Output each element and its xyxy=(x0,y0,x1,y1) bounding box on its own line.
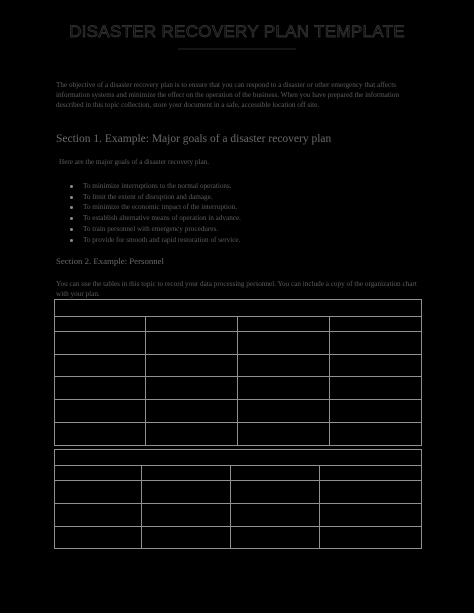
document-title: DISASTER RECOVERY PLAN TEMPLATE xyxy=(69,22,405,41)
table-cell xyxy=(142,481,231,504)
table-cell xyxy=(146,332,238,355)
table-cell xyxy=(231,466,320,481)
table-cell xyxy=(238,423,330,446)
table-cell xyxy=(146,423,238,446)
table-cell xyxy=(146,317,238,332)
table-cell xyxy=(330,355,422,377)
table-title-cell xyxy=(55,450,422,466)
table-cell xyxy=(142,466,231,481)
table-cell xyxy=(55,504,142,527)
table-cell xyxy=(146,377,238,400)
table-row xyxy=(55,355,422,377)
intro-paragraph xyxy=(56,80,426,110)
list-item: To limit the extent of disruption and damage. xyxy=(68,192,241,203)
personnel-table-2 xyxy=(54,449,422,549)
table-cell xyxy=(330,317,422,332)
list-item: To minimize interruptions to the normal operations. xyxy=(68,181,241,192)
table-cell xyxy=(231,481,320,504)
table-cell xyxy=(330,400,422,423)
table-cell xyxy=(146,355,238,377)
table-row xyxy=(55,332,422,355)
section-1-heading: Section 1. Example: Major goals of a disaster recovery plan xyxy=(56,133,332,145)
table-title-row xyxy=(55,300,422,317)
table-cell xyxy=(55,355,146,377)
table-cell xyxy=(55,332,146,355)
goals-list xyxy=(68,181,241,245)
list-item: To minimize the economic impact of the interruption. xyxy=(68,202,241,213)
table-cell xyxy=(330,377,422,400)
table-cell xyxy=(330,423,422,446)
table-cell xyxy=(238,355,330,377)
table-row xyxy=(55,400,422,423)
table-cell xyxy=(55,423,146,446)
table-row xyxy=(55,423,422,446)
table-cell xyxy=(142,527,231,549)
table-title-row xyxy=(55,450,422,466)
table-cell xyxy=(320,504,422,527)
section-2-paragraph xyxy=(56,279,426,299)
table-cell xyxy=(55,527,142,549)
table-cell xyxy=(231,527,320,549)
personnel-table xyxy=(54,299,422,446)
list-item: To train personnel with emergency procedures. xyxy=(68,224,241,235)
table-cell xyxy=(320,527,422,549)
table-cell xyxy=(238,377,330,400)
table-cell xyxy=(146,400,238,423)
table-row xyxy=(55,527,422,549)
table-cell xyxy=(55,481,142,504)
subtitle-placeholder xyxy=(178,48,296,50)
table-header-row xyxy=(55,317,422,332)
table-cell xyxy=(142,504,231,527)
table-cell xyxy=(320,466,422,481)
table-cell xyxy=(238,332,330,355)
table-header-row xyxy=(55,466,422,481)
table-cell xyxy=(238,400,330,423)
table-cell xyxy=(320,481,422,504)
table-cell xyxy=(55,317,146,332)
table-cell xyxy=(330,332,422,355)
section-2-heading: Section 2. Example: Personnel xyxy=(56,256,164,266)
table-cell xyxy=(55,377,146,400)
table-row xyxy=(55,481,422,504)
table-title-cell xyxy=(55,300,422,317)
table-cell xyxy=(238,317,330,332)
list-item: To provide for smooth and rapid restoration of service. xyxy=(68,235,241,246)
table-row xyxy=(55,377,422,400)
table-row xyxy=(55,504,422,527)
intro-text: The objective of a disaster recovery plan is to ensure that you can respond to a disaster or other emergency that affects information systems and minimize the effect on the operation of the business. When you have prepared the information described in this topic collection, store your document in a safe, accessible location off site. xyxy=(56,81,400,109)
table-cell xyxy=(55,466,142,481)
section-1-lead: Here are the major goals of a disaster recovery plan. xyxy=(59,158,210,166)
table-cell xyxy=(55,400,146,423)
section-2-text: You can use the tables in this topic to record your data processing personnel. You can include a copy of the organization chart with your plan. xyxy=(56,280,417,298)
list-item: To establish alternative means of operation in advance. xyxy=(68,213,241,224)
table-cell xyxy=(231,504,320,527)
